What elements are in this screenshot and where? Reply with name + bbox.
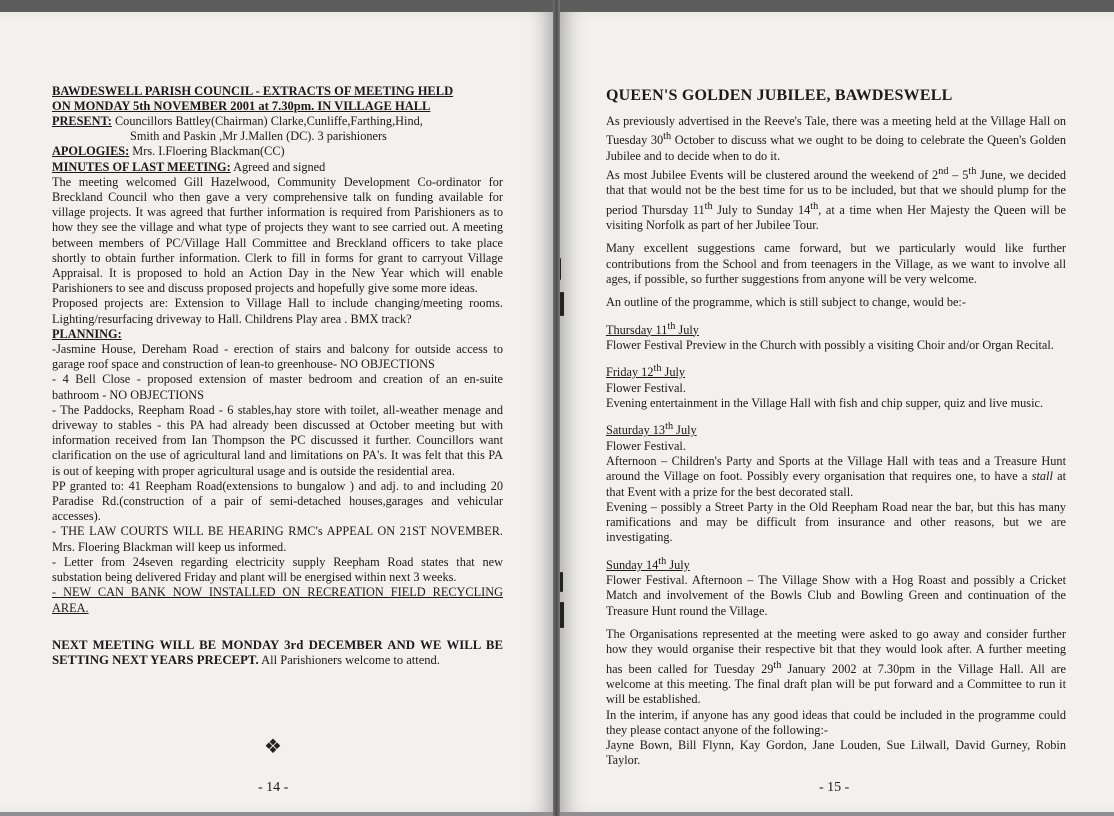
page-14 (0, 12, 553, 812)
saturday-evening-text: Evening – possibly a Street Party in the Old Reepham Road near the bar, but this has many ramifications and may be difficult from insurance and other reasons, but we are investigating. (606, 499, 1066, 545)
superscript: th (667, 320, 676, 332)
present-line (52, 114, 503, 129)
present-text: Councillors Battley(Chairman) Clarke,Cunliffe,Farthing,Hind, (114, 114, 423, 128)
saturday-heading (606, 419, 1066, 438)
binding-mark (560, 572, 563, 592)
text-run: The Organisations represented at the meeting were asked to go away and consider further how they would organise their respective bit that they would look after. A further meeting has been called for Tuesday 29 (606, 626, 1066, 676)
page-number-14: - 14 - (258, 780, 289, 795)
binding-mark (560, 292, 564, 316)
minutes-heading-line2: ON MONDAY 5th NOVEMBER 2001 at 7.30pm. IN VILLAGE HALL (52, 99, 431, 113)
present-label: PRESENT: (52, 114, 112, 128)
superscript: th (773, 659, 782, 671)
superscript: th (658, 555, 667, 567)
sunday-heading (606, 554, 1066, 573)
friday-line1: Flower Festival. (606, 380, 686, 395)
next-meeting-text: All Parishioners welcome to attend. (258, 652, 440, 667)
jubilee-paragraph-1 (606, 114, 1066, 164)
jubilee-paragraph-4: An outline of the programme, which is still subject to change, would be:- (606, 295, 966, 310)
text-run: June, we decided that that would not be the best time for us to be included, but that we should plump for the period Thursday 11 (606, 168, 1066, 217)
planning-item: -Jasmine House, Dereham Road - erection of stairs and balcony for outside access to garage roof space and construction of lean-to greenhouse- NO OBJECTIONS (52, 342, 503, 372)
apologies-text: Mrs. I.Floering Blackman(CC) (132, 144, 285, 159)
text-run: at that Event with a prize for the best decorated stall. (606, 469, 1066, 499)
next-meeting-bold: NEXT MEETING WILL BE MONDAY 3rd DECEMBER AND WE WILL BE SETTING NEXT YEARS PRECEPT. (52, 637, 503, 667)
parish-council-extracts (52, 84, 503, 668)
text-run: July (661, 365, 686, 380)
proposed-projects-paragraph: Proposed projects are: Extension to Village Hall to include changing/meeting rooms. Lighting/resurfacing driveway to Hall. Childrens Play area . BMX track? (52, 296, 503, 326)
superscript: th (810, 200, 819, 212)
next-meeting-notice (52, 638, 503, 668)
text-run: As previously advertised in the Reeve's Tale, there was a meeting held at the Village Hall on Tuesday 30 (606, 114, 1066, 148)
superscript: th (653, 363, 662, 375)
binding-mark (560, 258, 561, 280)
text-run: July (675, 322, 699, 337)
text-run: July (666, 557, 690, 572)
superscript: th (968, 165, 977, 177)
text-run: July (673, 423, 697, 438)
binding-mark (560, 602, 564, 628)
planning-item: - The Paddocks, Reepham Road - 6 stables,hay store with toilet, all-weather menage and driveway to stables - this PA had already been discussed at October meeting but with information received from Ian Thompson the PC discussed it further. Councillors want clarification on the use of agricultural land and limitations on PA's. It was felt that this PA is out of keeping with proper agricultural usage and is outside the residential area. (52, 402, 503, 478)
friday-heading (606, 361, 1066, 380)
present-text-cont: Smith and Paskin ,Mr J.Mallen (DC). 3 parishioners (130, 129, 387, 144)
superscript: nd (938, 165, 949, 177)
minutes-label: MINUTES OF LAST MEETING: (52, 159, 231, 174)
recycling-notice: - NEW CAN BANK NOW INSTALLED ON RECREATION FIELD RECYCLING AREA. (52, 585, 503, 615)
text-run: – 5 (948, 168, 969, 183)
apologies-line (52, 144, 503, 159)
saturday-text (606, 454, 1066, 500)
jubilee-paragraph-2 (606, 164, 1066, 233)
minutes-heading-line1: BAWDESWELL PARISH COUNCIL - EXTRACTS OF MEETING HELD (52, 84, 454, 98)
planning-item: - Letter from 24seven regarding electricity supply Reepham Road states that new substation being delivered Friday and plant will be energised within next 3 weeks. (52, 554, 503, 585)
contact-names: Jayne Bown, Bill Flynn, Kay Gordon, Jane Louden, Sue Lilwall, David Gurney, Robin Taylor. (606, 738, 1066, 768)
text-run: Saturday 13 (606, 423, 666, 438)
jubilee-article (606, 86, 1066, 769)
jubilee-paragraph-6: In the interim, if anyone has any good ideas that could be included in the programme could they please contact anyone of the following:- (606, 707, 1066, 737)
page-number-15: - 15 - (819, 780, 850, 795)
spacer (606, 619, 1066, 627)
text-run: January 2002 at 7.30pm in the Village Hall. All are welcome at this meeting. The final draft plan will be put forward and a Committee to run it will be established. (606, 661, 1066, 707)
saturday-line1: Flower Festival. (606, 438, 686, 453)
text-run: Thursday 11 (606, 322, 668, 337)
text-run: As most Jubilee Events will be clustered around the weekend of 2 (606, 168, 939, 183)
thursday-text: Flower Festival Preview in the Church with possibly a visiting Choir and/or Organ Recital. (606, 337, 1054, 352)
text-run: October to discuss what we ought to be doing to celebrate the Queen's Golden Jubilee and to decide when to do it. (606, 133, 1066, 163)
friday-text: Evening entertainment in the Village Hall with fish and chip supper, quiz and live music. (606, 395, 1044, 410)
jubilee-title: QUEEN'S GOLDEN JUBILEE, BAWDESWELL (606, 87, 953, 104)
text-run: Afternoon – Children's Party and Sports at the Village Hall with teas and a Treasure Hunt around the Village on foot. Possibly every organisation that requires one, to have a (606, 453, 1066, 484)
text-run: Friday 12 (606, 365, 654, 380)
page-15 (560, 12, 1114, 812)
planning-label: PLANNING: (52, 326, 122, 341)
planning-item: - THE LAW COURTS WILL BE HEARING RMC's APPEAL ON 21ST NOVEMBER. Mrs. Floering Blackman will keep us informed. (52, 524, 503, 554)
superscript: th (663, 131, 672, 143)
minutes-text: Agreed and signed (233, 159, 326, 174)
welcome-paragraph: The meeting welcomed Gill Hazelwood, Community Development Co-ordinator for Breckland Council who then gave a very comprehensive talk on funding available for village projects. It was agreed that further information is required from Parishioners as to how they see the village and what type of projects they want to see carried out. A meeting between members of PC/Village Hall Committee and Breckland officers to take place shortly to obtain further information. Clerk to fill in forms for grant to carryout Village Appraisal. It is proposed to hold an Action Day in the New Year which will enable Parishioners to see and discuss proposed projects and hopefully give some more ideas. (52, 174, 503, 296)
book-gutter (553, 0, 560, 816)
superscript: th (704, 200, 713, 212)
planning-item: - 4 Bell Close - proposed extension of master bedroom and creation of an en-suite bathroom - NO OBJECTIONS (52, 372, 503, 402)
apologies-label: APOLOGIES: (52, 144, 130, 159)
diamond-ornament-icon: ❖ (264, 736, 282, 758)
planning-item: PP granted to: 41 Reepham Road(extensions to bungalow ) and adj. to and including 20 Paradise Rd.(construction of a pair of semi-detached houses,garages and vehicular accesses). (52, 478, 503, 524)
text-run: Sunday 14 (606, 557, 659, 572)
text-run: July to Sunday 14 (712, 202, 811, 217)
jubilee-paragraph-3: Many excellent suggestions came forward, but we particularly would like further contributions from the School and from teenagers in the Village, as we want to involve all ages, if possible, so further suggestions from anyone will be very welcome. (606, 241, 1066, 286)
spacer (606, 287, 1066, 295)
thursday-heading (606, 319, 1066, 338)
sunday-text: Flower Festival. Afternoon – The Village Show with a Hog Roast and possibly a Cricket Match and involvement of the Bowls Club and Bowling Green and continuation of the Treasure Hunt round the Village. (606, 573, 1066, 618)
minutes-line (52, 160, 503, 175)
italic-run: stall (1031, 469, 1053, 484)
superscript: th (665, 421, 674, 433)
spacer (606, 233, 1066, 241)
text-run: , at a time when Her Majesty the Queen will be visiting Norfolk as part of her Jubilee Tour. (606, 202, 1066, 233)
jubilee-paragraph-5 (606, 627, 1066, 708)
